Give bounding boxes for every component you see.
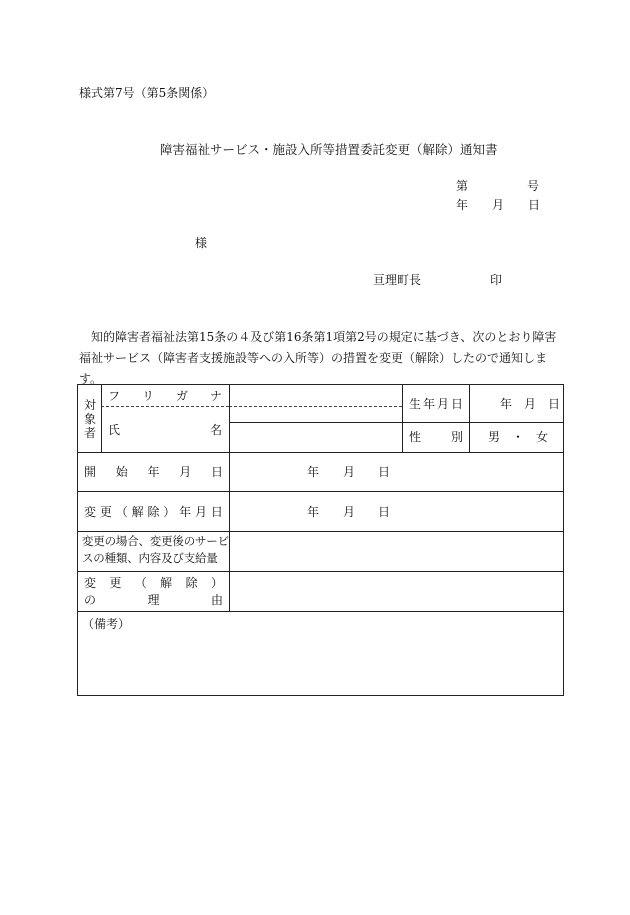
sex-label: [409, 431, 463, 443]
start-date-label: [84, 466, 223, 478]
reason-label-char: 解: [160, 576, 173, 590]
change-date-month: 月: [343, 505, 356, 519]
change-date-label-char: （: [115, 505, 128, 519]
reason-label-line1: [84, 577, 223, 589]
start-date-label-char: 日: [210, 465, 223, 479]
date-year: 年: [456, 198, 469, 212]
sex-label-char: 別: [450, 430, 463, 444]
reason-label-char: ）: [210, 576, 223, 590]
name-label-char: 名: [209, 423, 222, 437]
sex-label-char: 性: [409, 430, 422, 444]
remarks-label: （備考）: [82, 617, 131, 631]
furigana-label-char: リ: [141, 389, 154, 403]
reason-label-char: 理: [147, 593, 160, 607]
subject-label-char: 象: [83, 412, 96, 426]
change-date-label-char: ）: [163, 505, 176, 519]
issuer-name: 亘理町長: [373, 273, 422, 287]
furigana-input[interactable]: [229, 388, 402, 404]
reason-label-char: 由: [210, 593, 223, 607]
reason-label-char: 除: [185, 576, 198, 590]
subject-label-char: 対: [83, 398, 96, 412]
service-label-line1: 変更の場合、変更後のサービ: [82, 534, 229, 548]
birthdate-year: 年: [500, 397, 513, 411]
birthdate-month: 月: [524, 397, 537, 411]
start-date-month: 月: [343, 465, 356, 479]
name-label: [108, 424, 222, 436]
change-date-label-char: 年: [179, 505, 192, 519]
reason-label-line2: [84, 594, 223, 606]
change-date-label-char: 変: [84, 505, 97, 519]
furigana-label-char: フ: [108, 389, 121, 403]
subject-label: [83, 398, 97, 440]
start-date-label-char: 始: [115, 465, 128, 479]
furigana-label: [108, 390, 222, 402]
name-label-char: 氏: [108, 423, 121, 437]
start-date-label-char: 年: [147, 465, 160, 479]
service-details-input[interactable]: [229, 531, 565, 571]
reason-label-char: 更: [109, 576, 122, 590]
sex-value: 男 ・ 女: [488, 430, 549, 444]
change-date-label-char: 解: [131, 505, 144, 519]
start-date-label-char: 月: [179, 465, 192, 479]
furigana-label-char: ガ: [175, 389, 188, 403]
number-suffix: 号: [527, 179, 540, 193]
subject-label-char: 者: [83, 426, 96, 440]
date-day: 日: [528, 198, 541, 212]
document-title: 障害福祉サービス・施設入所等措置委託変更（解除）通知書: [160, 142, 498, 157]
service-label-line2: スの種類、内容及び支給量: [82, 551, 218, 565]
addressee-suffix: 様: [195, 236, 208, 250]
date-month: 月: [492, 198, 505, 212]
birthdate-day: 日: [548, 397, 561, 411]
change-date-label-char: 除: [147, 505, 160, 519]
furigana-label-char: ナ: [209, 389, 222, 403]
birthdate-label: 生年月日: [409, 397, 466, 411]
notice-body-text: 知的障害者福祉法第15条の４及び第16条第1項第2号の規定に基づき、次のとおり障害福祉サービス（障害者支援施設等への入所等）の措置を変更（解除）したので通知します。: [79, 330, 557, 386]
change-date-label-char: 月: [195, 505, 208, 519]
change-date-day: 日: [378, 505, 391, 519]
change-date-year: 年: [307, 505, 320, 519]
seal-mark: 印: [490, 273, 503, 287]
start-date-year: 年: [307, 465, 320, 479]
reason-label-char: 変: [84, 576, 97, 590]
start-date-label-char: 開: [84, 465, 97, 479]
change-date-label-char: 更: [99, 505, 112, 519]
remarks-input[interactable]: [78, 635, 564, 695]
number-prefix: 第: [456, 179, 469, 193]
reason-input[interactable]: [229, 571, 565, 611]
name-input[interactable]: [229, 409, 402, 449]
reason-label-char: の: [84, 593, 97, 607]
notice-form-table: [77, 384, 564, 696]
form-number-label: 様式第7号（第5条関係）: [79, 86, 215, 100]
start-date-day: 日: [378, 465, 391, 479]
reason-label-char: （: [134, 576, 147, 590]
change-date-label: [84, 506, 223, 518]
change-date-label-char: 日: [210, 505, 223, 519]
